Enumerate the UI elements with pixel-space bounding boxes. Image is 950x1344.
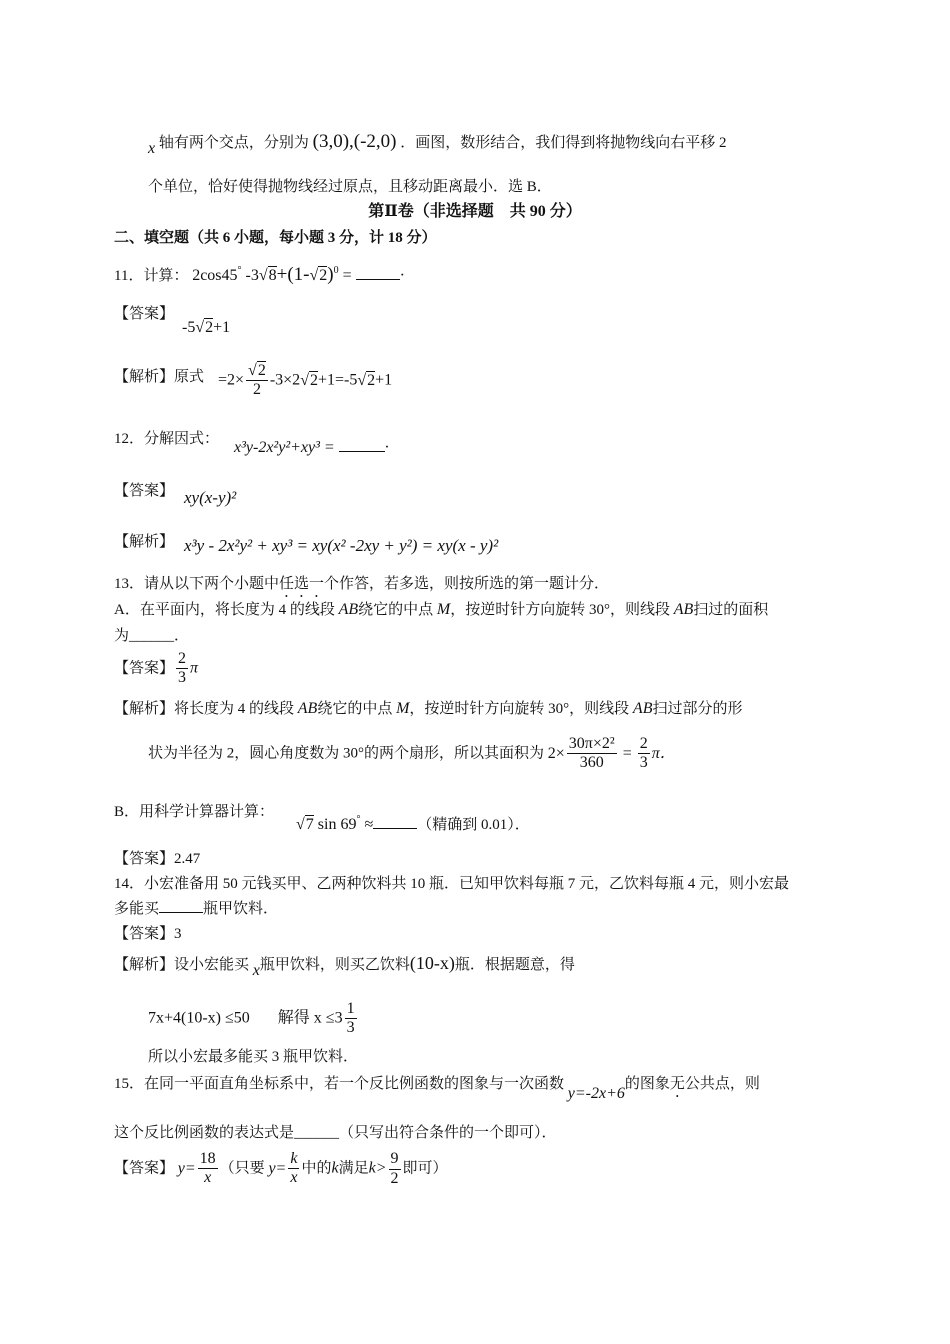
q14-line-1: 14．小宏准备用 50 元钱买甲、乙两种饮料共 10 瓶．已知甲饮料每瓶 7 元，乙饮料每瓶 4 元，则小宏最 <box>114 876 790 892</box>
q11-expression: 2cos45° $-3√8+(1-√2)^0$ = · <box>192 264 405 285</box>
q15-line-2: 这个反比例函数的表达式是______（只写出符合条件的一个即可）． <box>114 1125 557 1141</box>
q13a-analysis-line-2: 状为半径为 2，圆心角度数为 30°的两个扇形，所以其面积为 2× $\frac{\text{30π×2²}}{360}$ = $\frac{2}{3}$ π． <box>148 735 676 772</box>
q12-stem: 12．分解因式： <box>114 431 220 447</box>
q11-analysis: 【解析】原式 <box>114 369 205 385</box>
q14-inequality: 7x+4(10-x) ≤50 解得 x ≤3 $\frac{1}{3}$ <box>148 1000 355 1037</box>
intro-points: (3,0),(-2,0) <box>312 131 397 152</box>
intro-line-1 <box>148 131 727 157</box>
intro-text: 轴有两个交点，分别为 <box>158 135 309 151</box>
intro-line-2: 个单位，恰好使得抛物线经过原点，且移动距离最小．选 B． <box>148 179 552 195</box>
q11-stem: 11．计算： 2cos45° $-3√8+(1-√2)^0$ = · <box>114 264 405 285</box>
section-title: 第Ⅱ卷（非选择题 共 90 分） <box>368 203 582 220</box>
q14-analysis: 【解析】设小宏能买 x瓶甲饮料，则买乙饮料(10-x)瓶．根据题意，得 <box>114 953 575 979</box>
q12-expression: x³y-2x²y²+xy³ = · <box>234 439 389 456</box>
q13b-answer: 【答案】2.47 <box>114 851 201 867</box>
intro-text-post: ．画图，数形结合，我们得到将抛物线向右平移 2 <box>400 135 727 151</box>
q14-conclusion: 所以小宏最多能买 3 瓶甲饮料． <box>148 1049 359 1065</box>
q12-analysis: 【解析】 <box>114 534 175 550</box>
q13-stem: 13．请从以下两个小题中任选一个作答，若多选，则按所选的第一题计分． <box>114 576 610 592</box>
q13a-answer: 【答案】 $\frac{2}{3}$ π <box>114 650 199 687</box>
q12-analysis-formula: x³y - 2x²y² + xy³ = xy(x² -2xy + y²) = xy(x - y)² <box>184 536 499 555</box>
q15-answer: 【答案】 y= $\frac{18}{x}$ （只要 y= $\frac{k}{x}$ 中的k满足k> $\frac{9}{2}$ 即可） <box>114 1150 448 1187</box>
q13b-stem: B．用科学计算器计算： <box>114 804 275 820</box>
var-x: x <box>148 140 156 157</box>
q14-line-2: 多能买 瓶甲饮料． <box>114 901 279 917</box>
answer-label: 【答案】 <box>114 306 175 322</box>
q15-line-1: 15．在同一平面直角坐标系中，若一个反比例函数的图象与一次函数 y=-2x+6的图象无公共点，则 <box>114 1076 760 1102</box>
q12-answer-value: xy(x-y)² <box>184 488 237 507</box>
q14-answer: 【答案】3 <box>114 926 182 942</box>
q13a-line-1: A．在平面内，将长度为 4 的线段 AB绕它的中点 M，按逆时针方向旋转 30°，则线段 AB扫过的面积 <box>114 601 769 618</box>
analysis-label: 【解析】 <box>114 369 175 385</box>
section-subtitle: 二、填空题（共 6 小题，每小题 3 分，计 18 分） <box>114 230 437 246</box>
q13a-line-2: 为______． <box>114 628 190 644</box>
q11-analysis-formula: =2× $\frac{√2}{2}$ -3×2√2+1=-5√2+1 <box>218 362 393 399</box>
q11-answer-value: -5√2+1 <box>182 319 231 336</box>
q12-answer: 【答案】 <box>114 483 175 499</box>
q11-answer <box>114 305 174 323</box>
q13a-analysis: 【解析】将长度为 4 的线段 AB绕它的中点 M，按逆时针方向旋转 30°，则线段 AB扫过部分的形 <box>114 700 743 717</box>
q13b-expression: √7 sin 69° ≈ （精确到 0.01）． <box>296 814 530 833</box>
